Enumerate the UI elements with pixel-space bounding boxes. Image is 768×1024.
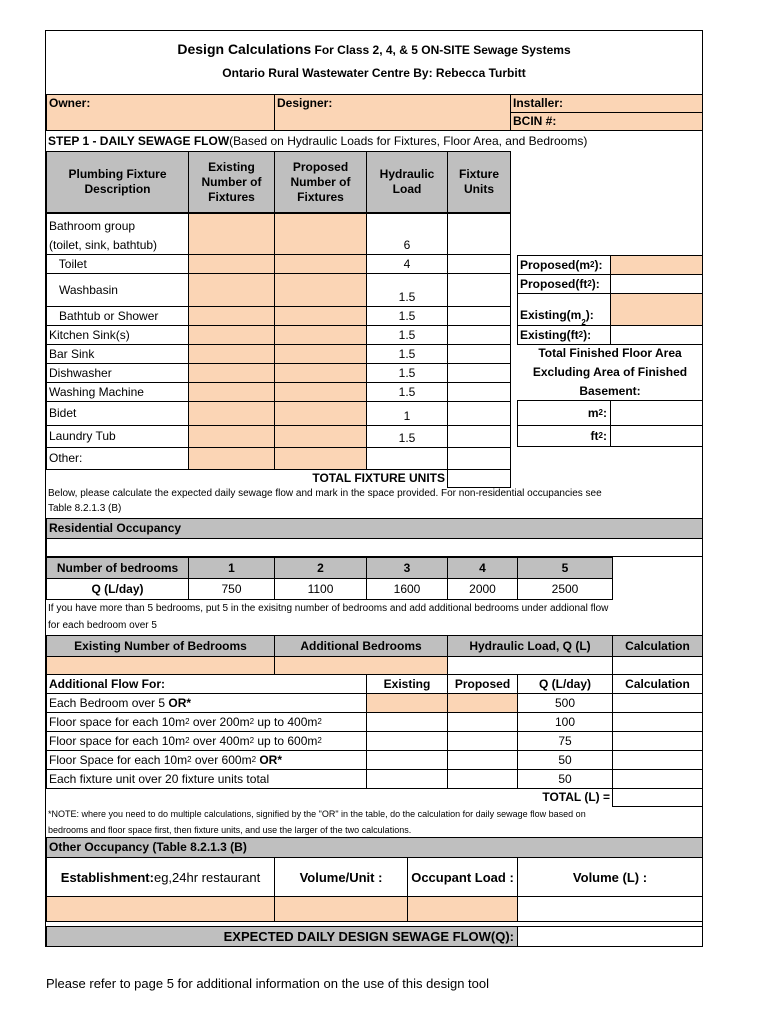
fixture-units-cell: [447, 401, 511, 426]
proposed-ft2-label: Proposed(ft 2 ):: [517, 274, 611, 294]
flow-calculation-cell: [612, 769, 703, 789]
volume-l-header: Volume (L) :: [517, 857, 703, 897]
proposed-fixtures-input[interactable]: [274, 382, 367, 402]
flow-proposed-input[interactable]: [447, 712, 518, 732]
existing-fixtures-input[interactable]: [188, 325, 275, 345]
other-occupancy-title: Other Occupancy (Table 8.2.1.3 (B): [46, 837, 703, 858]
occupant-load-header: Occupant Load :: [407, 857, 518, 897]
proposed-fixtures-input[interactable]: [274, 401, 367, 426]
bedroom-count-cell: 5: [517, 557, 613, 579]
fixture-units-cell: [447, 254, 511, 274]
q-value-cell: 2500: [517, 578, 613, 600]
bedroom-note-line2: for each bedroom over 5: [48, 620, 157, 631]
proposed-fixtures-input[interactable]: [274, 344, 367, 364]
flow-existing-input[interactable]: [366, 769, 448, 789]
q-value-cell: 750: [188, 578, 275, 600]
existing-bedrooms-input[interactable]: [46, 656, 275, 675]
total-ft2-value: [610, 425, 703, 447]
total-m2-label: m 2 :: [517, 400, 611, 426]
fixture-units-cell: [447, 363, 511, 383]
fixture-row-description: Other:: [46, 447, 189, 470]
existing-ft2-label: Existing(ft 2 ):: [517, 325, 611, 345]
bedroom-count-cell: 2: [274, 557, 367, 579]
step1-title-bold: STEP 1 - DAILY SEWAGE FLOW: [48, 133, 230, 148]
additional-flow-row-label: Each Bedroom over 5 OR*: [46, 693, 367, 713]
header-existing-fixtures: Existing Number of Fixtures: [188, 151, 275, 213]
hydraulic-load-value: [447, 656, 613, 675]
hydraulic-load-cell: 1.5: [366, 363, 448, 383]
bedroom-count-cell: 4: [447, 557, 518, 579]
page-subtitle: Ontario Rural Wastewater Centre By: Rebecca Turbitt: [222, 65, 526, 80]
additional-bedrooms-input[interactable]: [274, 656, 448, 675]
total-ft2-label: ft 2 :: [517, 425, 611, 447]
header-flow-calculation: Calculation: [612, 674, 703, 694]
header-hydraulic-load-q: Hydraulic Load, Q (L): [447, 635, 613, 657]
residential-spacer-row: [46, 538, 703, 557]
instructions-line1: Below, please calculate the expected daily sewage flow and mark in the space provided. For non-residential occupancies see: [48, 488, 602, 499]
header-flow-existing: Existing: [366, 674, 448, 694]
fixture-units-cell: [447, 344, 511, 364]
flow-q-cell: 75: [517, 731, 613, 751]
establishment-label: Establishment:: [60, 869, 154, 885]
installer-field[interactable]: Installer:: [510, 94, 703, 113]
title-main: Design Calculations: [177, 41, 312, 57]
total-l-label: TOTAL (L) =: [542, 790, 610, 804]
fixture-row-description: Washbasin: [46, 273, 189, 307]
step1-title-rest: (Based on Hydraulic Loads for Fixtures, Floor Area, and Bedrooms): [229, 133, 588, 148]
existing-fixtures-input[interactable]: [188, 401, 275, 426]
flow-existing-input[interactable]: [366, 693, 448, 713]
establishment-input[interactable]: [46, 896, 275, 922]
header-fixture-description: Plumbing Fixture Description: [46, 151, 189, 213]
header-calculation: Calculation: [612, 635, 703, 657]
residential-occupancy-title: Residential Occupancy: [46, 518, 703, 539]
existing-fixtures-input[interactable]: [188, 306, 275, 326]
owner-field[interactable]: Owner:: [46, 94, 275, 131]
fixture-row-description: Dishwasher: [46, 363, 189, 383]
flow-calculation-cell: [612, 750, 703, 770]
existing-fixtures-input[interactable]: [188, 254, 275, 274]
header-fixture-units: Fixture Units: [447, 151, 511, 213]
q-value-cell: 2000: [447, 578, 518, 600]
flow-q-cell: 100: [517, 712, 613, 732]
hydraulic-load-cell: 4: [366, 254, 448, 274]
fixture-units-cell: [447, 447, 511, 470]
total-fixture-units-cell[interactable]: [447, 469, 511, 488]
footer-note: Please refer to page 5 for additional information on the use of this design tool: [46, 976, 490, 991]
existing-fixtures-input[interactable]: [188, 382, 275, 402]
flow-existing-input[interactable]: [366, 731, 448, 751]
header-flow-q: Q (L/day): [517, 674, 613, 694]
additional-flow-header: Additional Flow For:: [46, 674, 367, 694]
bedroom-count-cell: 1: [188, 557, 275, 579]
expected-flow-label: EXPECTED DAILY DESIGN SEWAGE FLOW(Q):: [46, 926, 518, 947]
flow-q-cell: 50: [517, 769, 613, 789]
page-title: [46, 40, 702, 60]
proposed-ft2-value: [610, 274, 703, 294]
volume-unit-input[interactable]: [274, 896, 408, 922]
fixture-row-description: Bathtub or Shower: [46, 306, 189, 326]
header-hydraulic-load: Hydraulic Load: [366, 151, 448, 213]
q-value-cell: 1600: [366, 578, 448, 600]
existing-fixtures-input[interactable]: [188, 425, 275, 448]
proposed-fixtures-input[interactable]: [274, 273, 367, 307]
header-flow-proposed: Proposed: [447, 674, 518, 694]
proposed-fixtures-input[interactable]: [274, 213, 367, 255]
existing-fixtures-input[interactable]: [188, 447, 275, 470]
header-proposed-fixtures: Proposed Number of Fixtures: [274, 151, 367, 213]
fixture-row-description: Washing Machine: [46, 382, 189, 402]
flow-calculation-cell: [612, 693, 703, 713]
fixture-units-cell: [447, 306, 511, 326]
hydraulic-load-cell: [366, 447, 448, 470]
total-l-value: [612, 788, 703, 807]
bedroom-count-cell: 3: [366, 557, 448, 579]
flow-calculation-cell: [612, 712, 703, 732]
flow-note-line1: *NOTE: where you need to do multiple calculations, signified by the "OR" in the table, do the calculation for daily sewage flow based on: [48, 809, 586, 819]
header-existing-bedrooms: Existing Number of Bedrooms: [46, 635, 275, 657]
flow-q-cell: 500: [517, 693, 613, 713]
hydraulic-load-cell: 1: [366, 401, 448, 426]
fixture-row-description: Laundry Tub: [46, 425, 189, 448]
proposed-fixtures-input[interactable]: [274, 363, 367, 383]
hydraulic-load-cell: 1.5: [366, 273, 448, 307]
q-value-cell: 1100: [274, 578, 367, 600]
existing-m2-label: Existing(m 2 ):: [517, 293, 611, 326]
total-floor-area-label: Total Finished Floor Area Excluding Area of Finished Basement:: [532, 346, 688, 398]
flow-note-line2: bedrooms and floor space first, then fixture units, and use the larger of the two calculations.: [48, 825, 412, 835]
proposed-fixtures-input[interactable]: [274, 306, 367, 326]
flow-proposed-input[interactable]: [447, 693, 518, 713]
fixture-units-cell: [447, 425, 511, 448]
proposed-fixtures-input[interactable]: [274, 325, 367, 345]
proposed-fixtures-input[interactable]: [274, 425, 367, 448]
fixture-units-cell: [447, 382, 511, 402]
fixture-description-line1: Bathroom group: [49, 219, 136, 233]
fixture-units-cell: [447, 273, 511, 307]
additional-flow-row-label: Floor space for each 10m 2 over 400m 2 up to 600m 2: [46, 731, 367, 751]
total-m2-value: [610, 400, 703, 426]
hydraulic-load-cell: 1.5: [366, 382, 448, 402]
proposed-fixtures-input[interactable]: [274, 254, 367, 274]
volume-l-value: [517, 896, 703, 922]
fixture-row-description: Bar Sink: [46, 344, 189, 364]
flow-proposed-input[interactable]: [447, 769, 518, 789]
fixture-units-cell: [447, 325, 511, 345]
flow-q-cell: 50: [517, 750, 613, 770]
fixture-units-cell: [447, 213, 511, 255]
bedroom-note-line1: If you have more than 5 bedrooms, put 5 in the exisitng number of bedrooms and add additional bedrooms under addional flow: [48, 603, 609, 614]
proposed-m2-label: Proposed(m 2 ):: [517, 255, 611, 275]
existing-fixtures-input[interactable]: [188, 344, 275, 364]
additional-flow-row-label: Each fixture unit over 20 fixture units total: [46, 769, 367, 789]
designer-field[interactable]: Designer:: [274, 94, 511, 131]
fixture-row-description: Bidet: [46, 401, 189, 426]
existing-m2-input[interactable]: [610, 293, 703, 326]
hydraulic-load-cell: 1.5: [366, 325, 448, 345]
hydraulic-load-cell: 6: [366, 213, 448, 255]
bcin-field[interactable]: BCIN #:: [510, 112, 703, 131]
additional-flow-row-label: Floor Space for each 10m 2 over 600m 2 OR*: [46, 750, 367, 770]
title-rest: For Class 2, 4, & 5 ON-SITE Sewage Systems: [311, 43, 571, 57]
fixture-row-description: Kitchen Sink(s): [46, 325, 189, 345]
design-calculation-sheet: [45, 30, 703, 947]
existing-fixtures-input[interactable]: [188, 273, 275, 307]
volume-unit-header: Volume/Unit :: [274, 857, 408, 897]
header-additional-bedrooms: Additional Bedrooms: [274, 635, 448, 657]
calculation-value: [612, 656, 703, 675]
hydraulic-load-cell: 1.5: [366, 306, 448, 326]
proposed-m2-input[interactable]: [610, 255, 703, 275]
bedrooms-label: Number of bedrooms: [46, 557, 189, 579]
existing-ft2-value: [610, 325, 703, 345]
flow-proposed-input[interactable]: [447, 750, 518, 770]
fixture-row-description: [46, 213, 189, 255]
establishment-header: [46, 857, 275, 897]
occupant-load-input[interactable]: [407, 896, 518, 922]
hydraulic-load-cell: 1.5: [366, 425, 448, 448]
existing-fixtures-input[interactable]: [188, 363, 275, 383]
instructions-line2: Table 8.2.1.3 (B): [48, 503, 122, 514]
flow-existing-input[interactable]: [366, 712, 448, 732]
hydraulic-load-cell: 1.5: [366, 344, 448, 364]
flow-calculation-cell: [612, 731, 703, 751]
flow-proposed-input[interactable]: [447, 731, 518, 751]
step1-title: [46, 131, 702, 151]
additional-flow-row-label: Floor space for each 10m 2 over 200m 2 up to 400m 2: [46, 712, 367, 732]
proposed-fixtures-input[interactable]: [274, 447, 367, 470]
existing-fixtures-input[interactable]: [188, 213, 275, 255]
fixture-row-description: Toilet: [46, 254, 189, 274]
total-fixture-units-label: TOTAL FIXTURE UNITS: [312, 470, 445, 485]
fixture-description-line2: (toilet, sink, bathtub): [49, 238, 158, 252]
flow-existing-input[interactable]: [366, 750, 448, 770]
q-label: Q (L/day): [46, 578, 189, 600]
establishment-example: eg,24hr restaurant: [153, 869, 261, 885]
expected-flow-value: [517, 926, 703, 947]
